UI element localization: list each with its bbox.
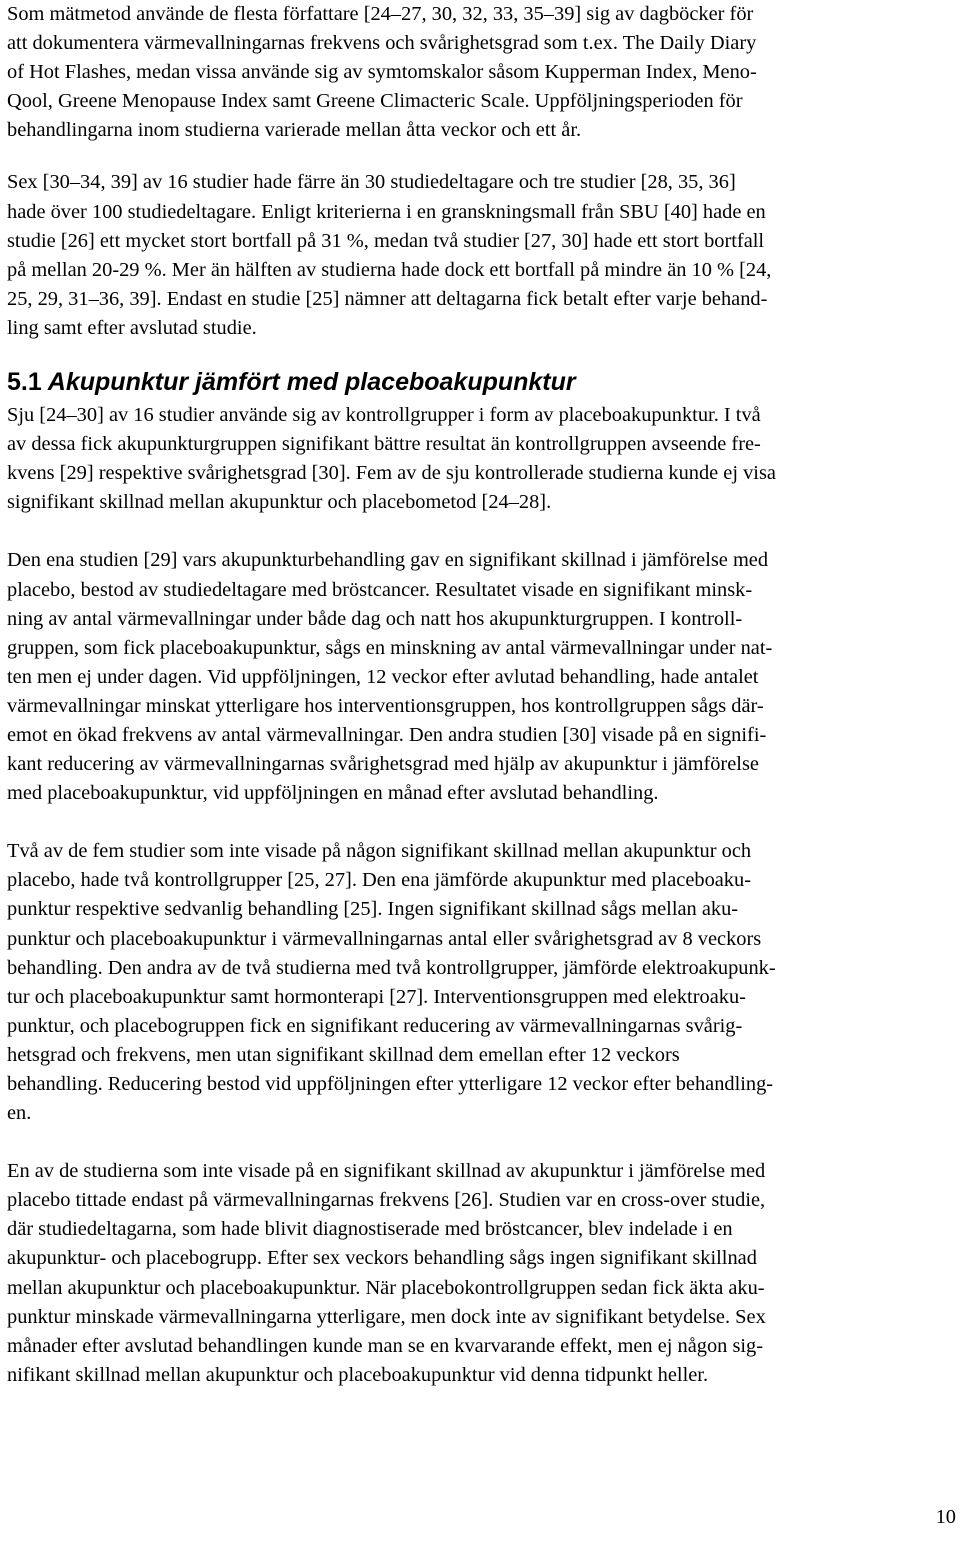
text-line: of Hot Flashes, medan vissa använde sig av symtomskalor såsom Kupperman Index, Meno- <box>7 61 757 84</box>
text-line: hetsgrad och frekvens, men utan signifikant skillnad dem emellan efter 12 veckors <box>7 1043 680 1066</box>
text-line: gruppen, som fick placeboakupunktur, sågs en minskning av antal värmevallningar under nat- <box>7 636 773 659</box>
text-line: punktur och placeboakupunktur i värmevallningarnas antal eller svårighetsgrad av 8 veckors <box>7 927 762 950</box>
text-line: Qool, Greene Menopause Index samt Greene Climacteric Scale. Uppföljningsperioden för <box>7 90 743 113</box>
text-line: behandling. Den andra av de två studierna med två kontrollgrupper, jämförde elektroakupunk- <box>7 956 776 979</box>
text-line: ling samt efter avslutad studie. <box>7 316 257 339</box>
text-line: placebo, bestod av studiedeltagare med bröstcancer. Resultatet visade en signifikant minsk- <box>7 578 753 601</box>
text-line: emot en ökad frekvens av antal värmevallningar. Den andra studien [30] visade på en signifi- <box>7 723 767 746</box>
text-line: på mellan 20-29 %. Mer än hälften av studierna hade dock ett bortfall på mindre än 10 % [24, <box>7 258 772 281</box>
text-line: kant reducering av värmevallningarnas svårighetsgrad med hjälp av akupunktur i jämförelse <box>7 753 759 776</box>
text-line: behandling. Reducering bestod vid uppföljningen efter ytterligare 12 veckor efter behandling- <box>7 1073 774 1095</box>
text-line: placebo, hade två kontrollgrupper [25, 27]. Den ena jämförde akupunktur med placeboaku- <box>7 869 751 892</box>
paragraph-crossover-study <box>7 1157 953 1390</box>
text-line: placebo tittade endast på värmevallningarnas frekvens [26]. Studien var en cross-over studie, <box>7 1189 766 1212</box>
text-line: nifikant skillnad mellan akupunktur och placeboakupunktur vid denna tidpunkt heller. <box>7 1363 709 1386</box>
text-line: månader efter avslutad behandlingen kunde man se en kvarvarande effekt, men ej någon sig- <box>7 1334 764 1357</box>
text-line: en. <box>7 1102 32 1125</box>
paragraph-measurement-methods <box>7 0 953 145</box>
section-heading <box>7 367 953 397</box>
text-line: Sju [24–30] av 16 studier använde sig av kontrollgrupper i form av placeboakupunktur. I två <box>7 404 761 427</box>
text-line: akupunktur- och placebogrupp. Efter sex veckors behandling sågs ingen signifikant skillnad <box>7 1247 757 1270</box>
text-line: där studiedeltagarna, som hade blivit diagnostiserade med bröstcancer, blev indelade i en <box>7 1218 733 1241</box>
paragraph-two-control-groups <box>7 837 953 1128</box>
text-line: att dokumentera värmevallningarnas frekvens och svårighetsgrad som t.ex. The Daily Diary <box>7 32 757 55</box>
paragraph-significant-studies <box>7 546 953 808</box>
document-page <box>7 0 953 1390</box>
paragraph-placebo-controls <box>7 401 953 517</box>
text-line: Två av de fem studier som inte visade på någon signifikant skillnad mellan akupunktur och <box>7 840 752 863</box>
text-line: värmevallningar minskat ytterligare hos interventionsgruppen, hos kontrollgruppen sågs där- <box>7 694 764 717</box>
text-line: hade över 100 studiedeltagare. Enligt kriterierna i en granskningsmall från SBU [40] hade en <box>7 200 766 223</box>
text-line: ning av antal värmevallningar under både dag och natt hos akupunkturgruppen. I kontroll- <box>7 607 743 630</box>
text-line: mellan akupunktur och placeboakupunktur. När placebokontrollgruppen sedan fick äkta aku- <box>7 1276 765 1299</box>
text-line: kvens [29] respektive svårighetsgrad [30]. Fem av de sju kontrollerade studierna kunde ej visa <box>7 462 776 485</box>
text-line: Den ena studien [29] vars akupunkturbehandling gav en signifikant skillnad i jämförelse med <box>7 549 769 572</box>
text-line: punktur respektive sedvanlig behandling [25]. Ingen signifikant skillnad sågs mellan aku- <box>7 898 739 921</box>
text-line: studie [26] ett mycket stort bortfall på 31 %, medan två studier [27, 30] hade ett stort bortfall <box>7 229 765 252</box>
text-line: En av de studierna som inte visade på en signifikant skillnad av akupunktur i jämförelse med <box>7 1160 766 1183</box>
text-line: Som mätmetod använde de flesta författare [24–27, 30, 32, 33, 35–39] sig av dagböcker för <box>7 3 754 25</box>
text-line: punktur, och placebogruppen fick en signifikant reducering av värmevallningarnas svårig- <box>7 1014 743 1037</box>
text-line: behandlingarna inom studierna varierade mellan åtta veckor och ett år. <box>7 119 582 142</box>
text-line: 25, 29, 31–36, 39]. Endast en studie [25] nämner att deltagarna fick betalt efter varje behand- <box>7 287 768 310</box>
page-number: 10 <box>935 1506 956 1528</box>
section-title: Akupunktur jämfört med placeboakupunktur <box>47 368 576 397</box>
text-line: av dessa fick akupunkturgruppen signifikant bättre resultat än kontrollgruppen avseende fre- <box>7 433 761 456</box>
paragraph-study-sizes <box>7 168 953 343</box>
text-line: ten men ej under dagen. Vid uppföljningen, 12 veckor efter avlutad behandling, hade antalet <box>7 665 759 688</box>
text-line: Sex [30–34, 39] av 16 studier hade färre än 30 studiedeltagare och tre studier [28, 35, 36] <box>7 171 736 194</box>
section-number: 5.1 <box>7 368 42 397</box>
text-line: punktur minskade värmevallningarna ytterligare, men dock inte av signifikant betydelse. Sex <box>7 1305 766 1328</box>
text-line: signifikant skillnad mellan akupunktur och placebometod [24–28]. <box>7 491 552 514</box>
text-line: med placeboakupunktur, vid uppföljningen en månad efter avslutad behandling. <box>7 782 659 805</box>
text-line: tur och placeboakupunktur samt hormonterapi [27]. Interventionsgruppen med elektroaku- <box>7 985 746 1008</box>
